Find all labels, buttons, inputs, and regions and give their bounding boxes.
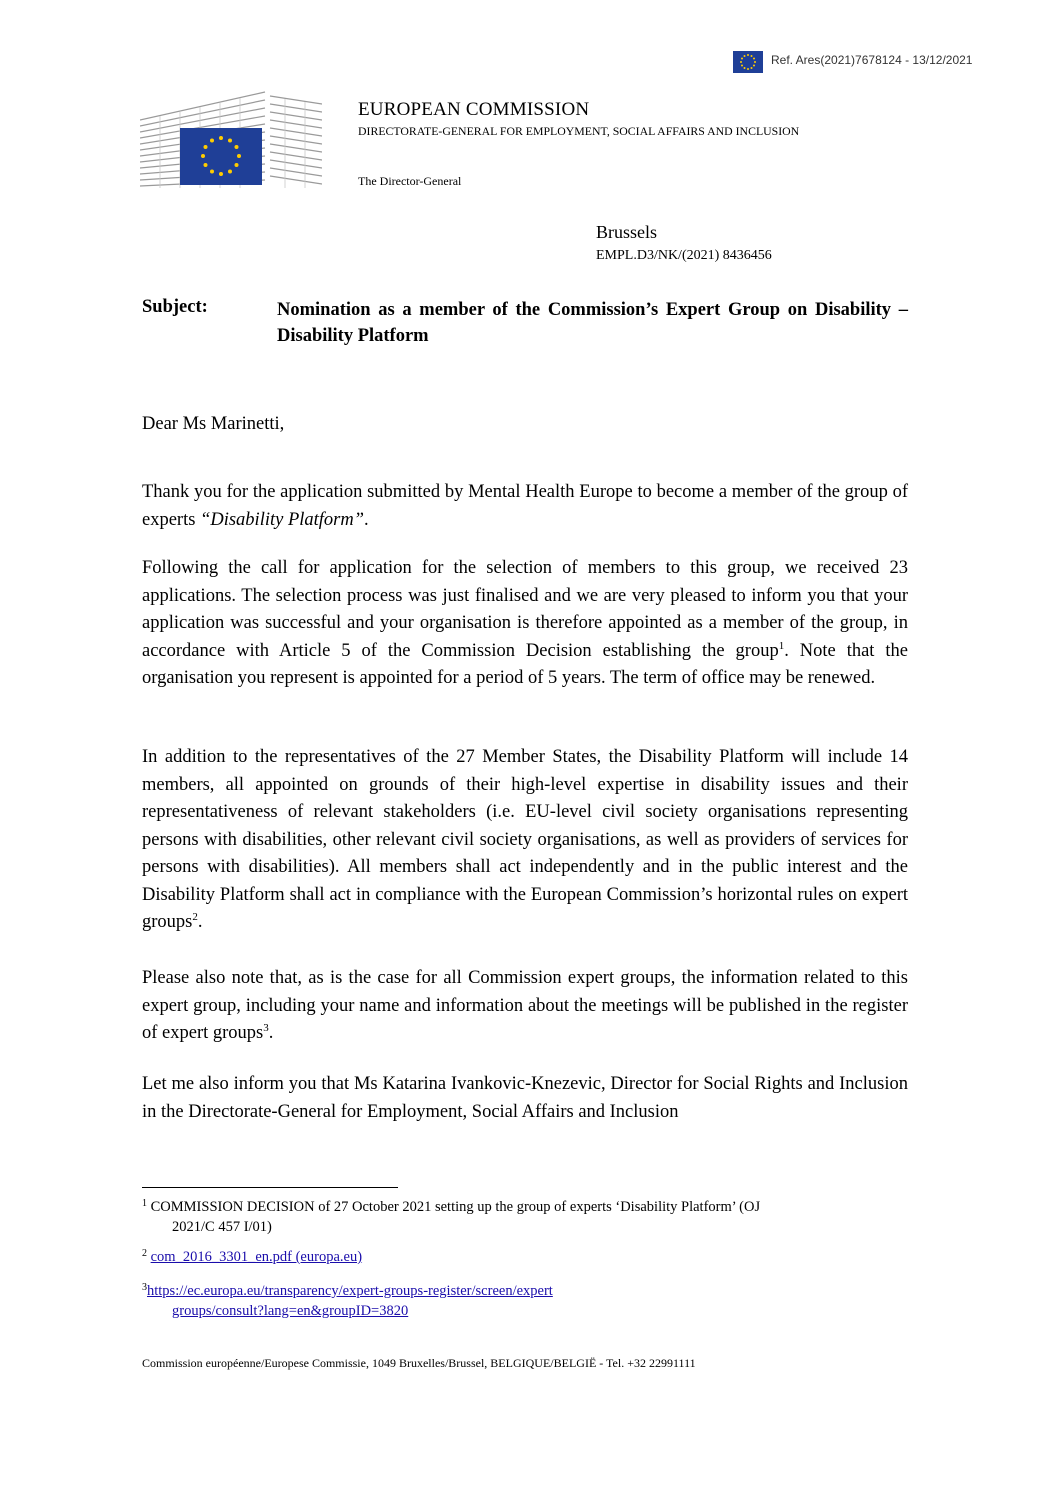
european-commission-logo: [140, 90, 322, 190]
footnote-ref-1[interactable]: 1: [778, 639, 785, 652]
footnote-number: 3: [142, 1282, 147, 1293]
paragraph-text: Thank you for the application submitted by Mental Health Europe to become a member of the group of experts: [142, 482, 908, 530]
footnote-ref-2[interactable]: 2: [192, 911, 198, 923]
footnote-link[interactable]: https://ec.europa.eu/transparency/expert-groups-register/screen/expert: [147, 1283, 553, 1299]
signatory-title: The Director-General: [358, 174, 462, 188]
paragraph-text: . Note that the organisation you represent is appointed for a period of 5 years. The term of office may be renewed.: [142, 640, 909, 688]
footnote-link[interactable]: com_2016_3301_en.pdf (europa.eu): [150, 1249, 363, 1265]
letter-city: Brussels: [596, 222, 658, 242]
group-name-emphasis: “Disability Platform”: [200, 509, 365, 530]
footnote-text: 2021/C 457 I/01): [172, 1219, 272, 1235]
ares-reference: Ref. Ares(2021)7678124 - 13/12/2021: [771, 53, 973, 67]
footnote-ref-3[interactable]: 3: [263, 1022, 269, 1034]
paragraph-text: Please also note that, as is the case for all Commission expert groups, the information related to this expert group, including your name and information about the meetings will be published in the register of expert groups: [142, 968, 908, 1043]
footnote-number: 1: [142, 1198, 147, 1209]
paragraph-text: Following the call for application for the selection of members to this group, we received 23 applications. The selection process was just finalised and we are very pleased to inform you that your application was successful and your organisation is therefore appointed as a member of the group, in accordance with Article 5 of the Commission Decision establishing the group: [142, 558, 908, 661]
body-paragraph-1: [142, 479, 908, 534]
body-paragraph-5: Let me also inform you that Ms Katarina Ivankovic-Knezevic, Director for Social Rights and Inclusion in the Directorate-General for Employment, Social Affairs and Inclusion: [142, 1074, 908, 1122]
eu-flag-stamp-icon: [733, 51, 763, 73]
body-paragraph-3: [142, 744, 908, 937]
footnote-1: [142, 1197, 908, 1237]
footnote-separator: [142, 1187, 398, 1188]
paragraph-text: .: [197, 912, 203, 932]
footnote-2: [142, 1247, 908, 1267]
body-paragraph-4: [142, 965, 908, 1048]
organisation-name: EUROPEAN COMMISSION: [358, 99, 590, 120]
directorate-general-name: DIRECTORATE-GENERAL FOR EMPLOYMENT, SOCIAL AFFAIRS AND INCLUSION: [358, 124, 800, 138]
paragraph-text: In addition to the representatives of the 27 Member States, the Disability Platform will include 14 members, all appointed on grounds of their high-level expertise in disability issues and their representativeness of relevant stakeholders (i.e. EU-level civil society organisations representing persons with disabilities, other relevant civil society organisations, as well as providers of services for persons with disabilities). All members shall act independently and in the public interest and the Disability Platform shall act in compliance with the European Commission’s horizontal rules on expert groups: [142, 747, 908, 932]
page-footer-address: Commission européenne/Europese Commissie, 1049 Bruxelles/Brussel, BELGIQUE/BELGIË - Tel. +32 22991111: [142, 1356, 696, 1370]
footnote-3: [142, 1281, 908, 1321]
paragraph-text: .: [364, 509, 369, 530]
footnote-text: COMMISSION DECISION of 27 October 2021 setting up the group of experts ‘Disability Platform’ (OJ: [150, 1199, 761, 1215]
salutation: Dear Ms Marinetti,: [142, 414, 285, 434]
subject-text: Nomination as a member of the Commission’s Expert Group on Disability – Disability Platform: [277, 300, 908, 346]
paragraph-text: .: [268, 1023, 274, 1043]
subject-label: Subject:: [142, 297, 208, 317]
footnote-number: 2: [142, 1248, 147, 1259]
footnote-link[interactable]: groups/consult?lang=en&groupID=3820: [172, 1303, 409, 1319]
body-paragraph-2: [142, 555, 908, 693]
letter-reference: EMPL.D3/NK/(2021) 8436456: [596, 248, 772, 263]
